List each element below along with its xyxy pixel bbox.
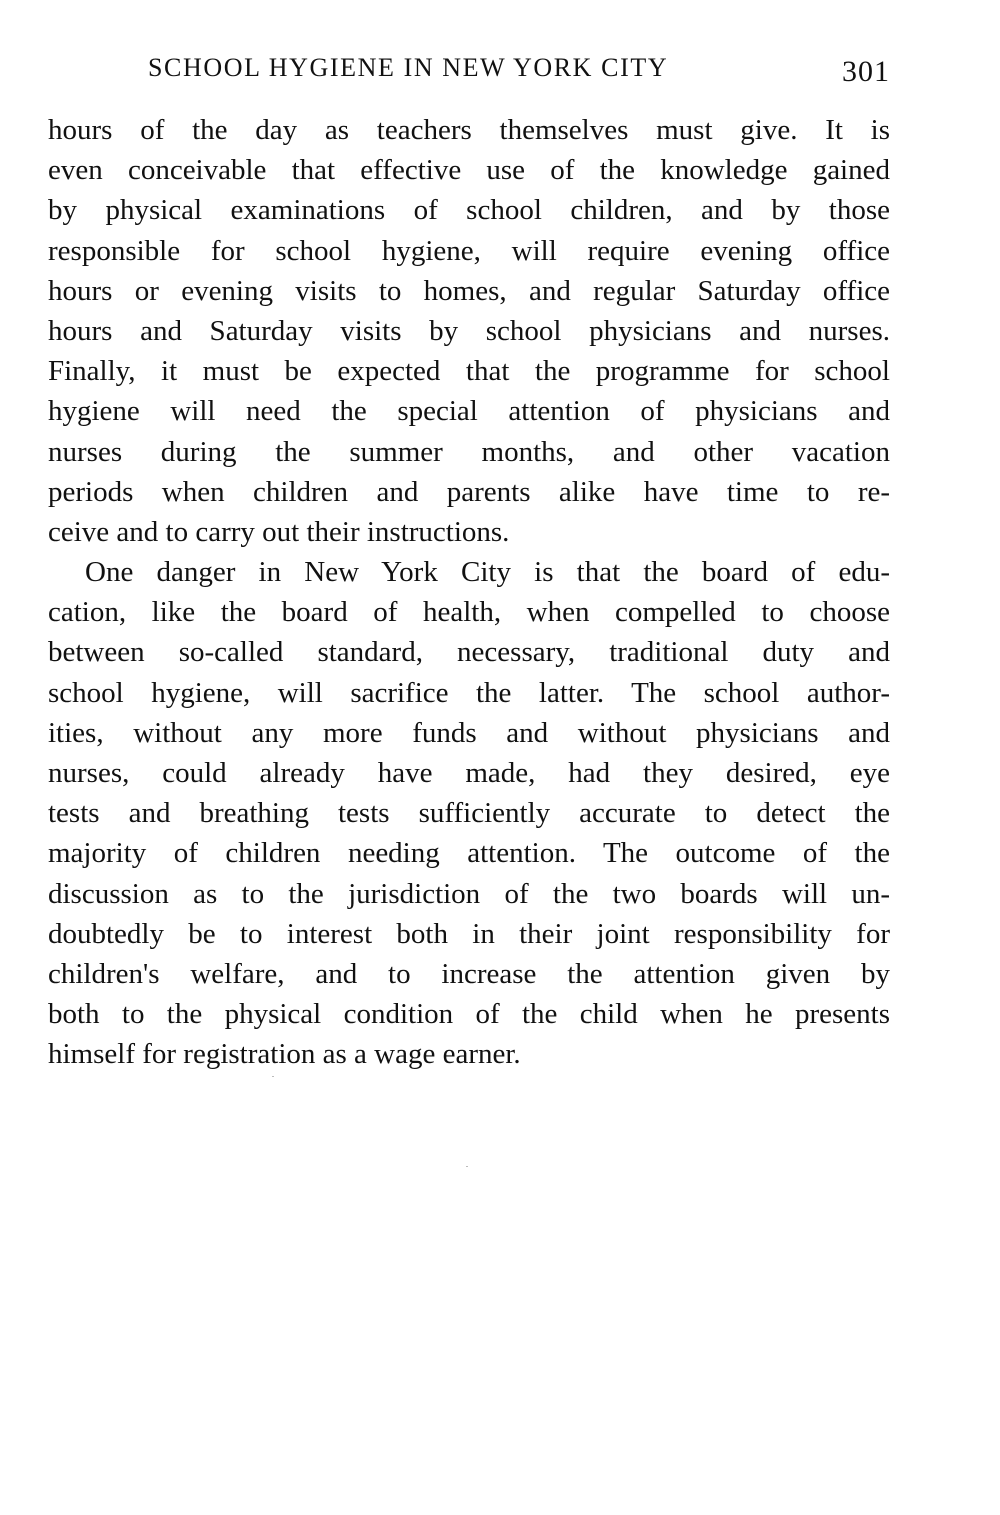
text-line: between so-called standard, necessary, traditional duty and [48,636,890,669]
scan-speck [272,1076,274,1077]
text-line: nurses, could already have made, had they desired, eye [48,757,890,789]
text-line: ceive and to carry out their instructions. [48,515,510,548]
paragraph-1 [48,110,890,552]
text-line: both to the physical condition of the child when he presents [48,998,890,1031]
text-line: children's welfare, and to increase the attention given by [48,957,890,990]
text-line: discussion as to the jurisdiction of the two boards will un- [48,877,890,910]
scan-speck [466,1166,468,1167]
text-line: school hygiene, will sacrifice the latter. The school author- [48,676,890,709]
text-line: majority of children needing attention. The outcome of the [48,837,890,870]
text-line: hygiene will need the special attention of physicians and [48,395,890,428]
text-line: doubtedly be to interest both in their joint responsibility for [48,917,890,950]
running-head-title: SCHOOL HYGIENE IN NEW YORK CITY [148,53,669,82]
text-line: cation, like the board of health, when compelled to choose [48,596,890,629]
text-line: One danger in New York City is that the board of edu- [85,556,890,589]
text-line: ities, without any more funds and without physicians and [48,716,890,749]
text-line: hours or evening visits to homes, and regular Saturday office [48,274,890,307]
text-line: even conceivable that effective use of the knowledge gained [48,154,890,187]
body-text [48,110,890,1075]
text-line: periods when children and parents alike have time to re- [48,475,890,508]
running-head [48,48,890,88]
text-line: tests and breathing tests sufficiently accurate to detect the [48,797,890,830]
text-line: hours and Saturday visits by school physicians and nurses. [48,314,890,347]
page-number: 301 [842,55,890,88]
text-line: Finally, it must be expected that the programme for school [48,355,890,388]
text-line: himself for registration as a wage earner. [48,1038,521,1071]
text-line: responsible for school hygiene, will require evening office [48,234,890,267]
paragraph-2 [48,552,890,1074]
text-line: hours of the day as teachers themselves must give. It is [48,114,890,146]
text-line: nurses during the summer months, and other vacation [48,435,890,468]
text-line: by physical examinations of school children, and by those [48,194,890,227]
